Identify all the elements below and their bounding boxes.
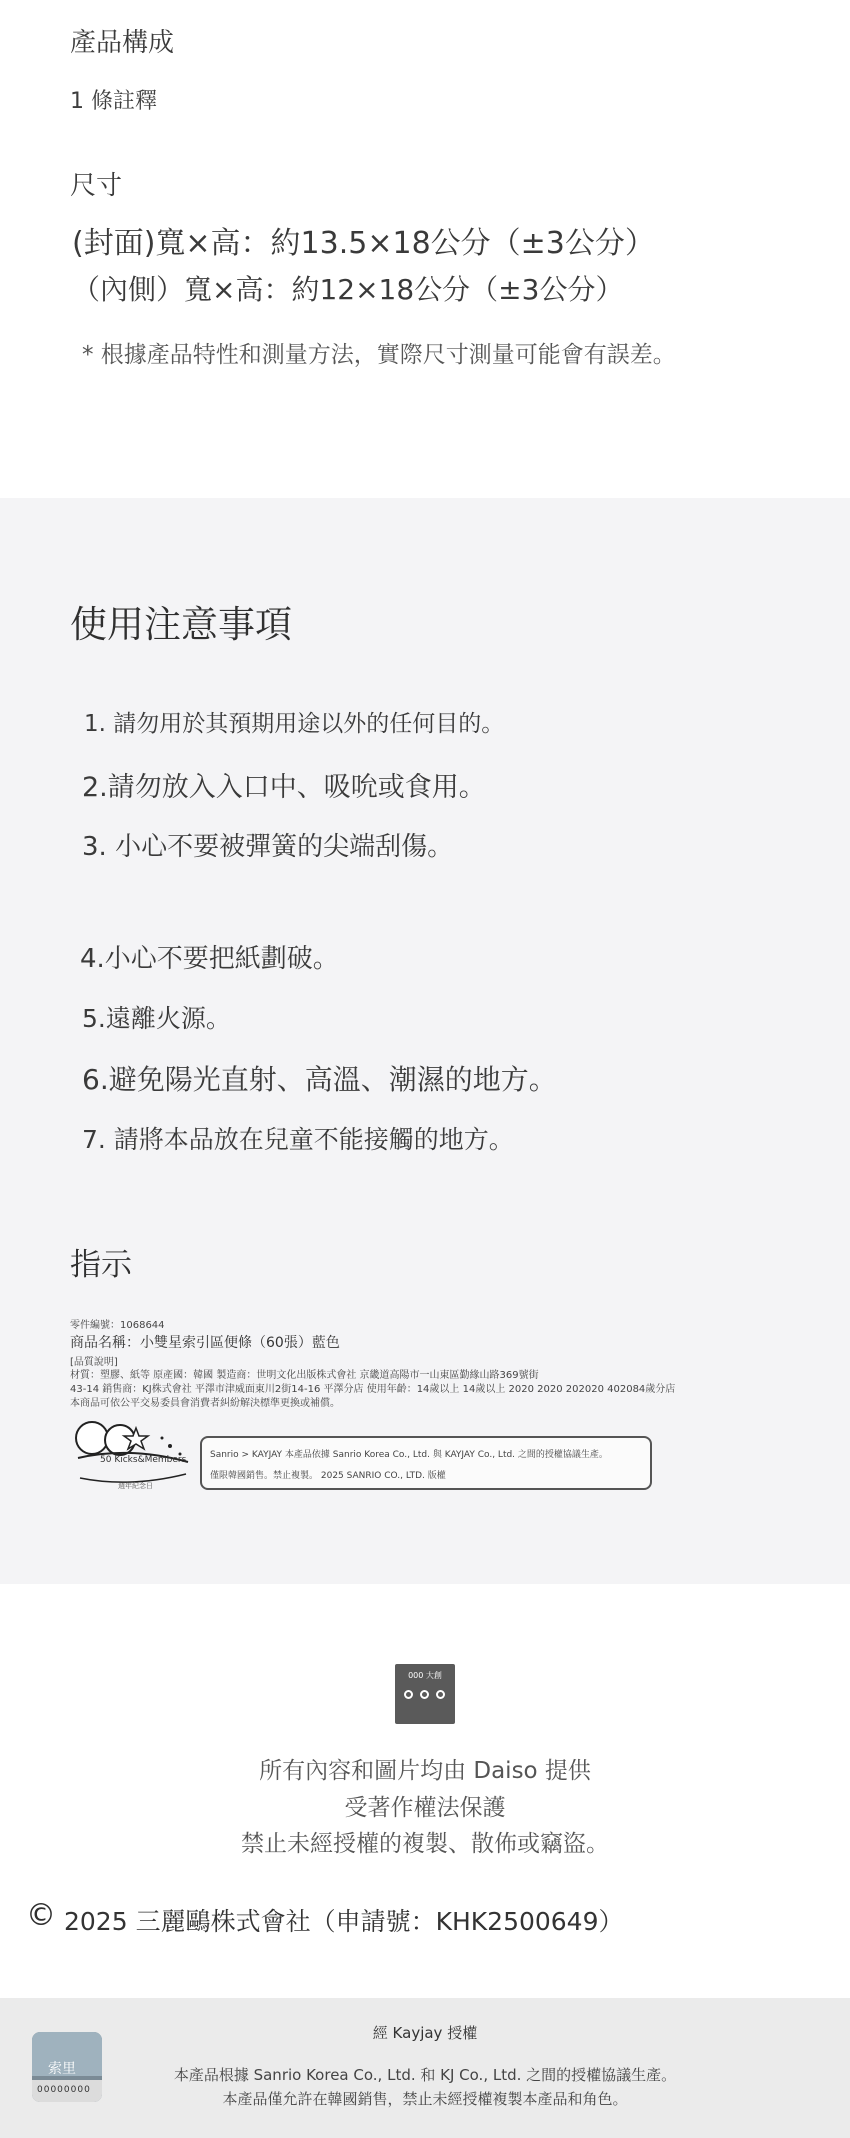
logo-subcaption: 週年紀念日 xyxy=(118,1482,153,1490)
material-line: 材質：塑膠、紙等 原產國：韓國 製造商：世明文化出版株式會社 京畿道高陽市一山東區勤緣山路369號街 xyxy=(70,1370,539,1381)
composition-title: 產品構成 xyxy=(70,28,175,58)
consumer-line: 本商品可依公平交易委員會消費者糾紛解決標準更換或補償。 xyxy=(70,1398,340,1409)
part-number: 零件編號：1068644 xyxy=(70,1320,165,1331)
caution-item-2: 2.請勿放入入口中、吸吮或食用。 xyxy=(82,772,486,803)
quality-label: [品質說明] xyxy=(70,1357,118,1368)
thumbnail-code: 00000000 xyxy=(37,2085,91,2095)
seller-line: 43-14 銷售商：KJ株式會社 平澤市津威面東川2街14-16 平澤分店 使用年齡：14歲以上 14歲以上 2020 2020 202020 402084歲分店 xyxy=(70,1384,676,1395)
badge-dot-icon xyxy=(420,1690,429,1699)
caution-item-4: 4.小心不要把紙劃破。 xyxy=(80,944,339,974)
size-inner: （內側）寬×高：約12×18公分（±3公分） xyxy=(72,273,624,306)
caution-item-3: 3. 小心不要被彈簧的尖端刮傷。 xyxy=(82,832,454,862)
caution-title: 使用注意事項 xyxy=(70,603,292,646)
daiso-badge xyxy=(395,1664,455,1724)
license-box xyxy=(200,1436,652,1490)
product-name: 商品名稱：小雙星索引區便條（60張）藍色 xyxy=(70,1335,340,1351)
badge-dot-icon xyxy=(436,1690,445,1699)
license-strip xyxy=(0,1998,850,2138)
size-title: 尺寸 xyxy=(70,171,123,201)
license-line-2: 僅限韓國銷售。禁止複製。 2025 SANRIO CO., LTD. 版權 xyxy=(210,1471,446,1481)
bottom-line-2: 本產品僅允許在韓國銷售，禁止未經授權複製本產品和角色。 xyxy=(222,2090,628,2108)
copyright-text: 2025 三麗鷗株式會社（申請號：KHK2500649） xyxy=(64,1907,624,1936)
thumbnail-label: 索里 xyxy=(48,2061,76,2077)
footer-line-3: 禁止未經授權的複製、散佈或竊盜。 xyxy=(241,1831,609,1857)
footer-section xyxy=(0,1584,850,1998)
size-cover: (封面)寬×高：約13.5×18公分（±3公分） xyxy=(72,226,655,261)
logo-caption: 50 Kicks&Members xyxy=(100,1455,187,1465)
copyright-symbol: © xyxy=(26,1898,56,1933)
daiso-badge-text: 000 大創 xyxy=(408,1671,442,1680)
product-spec-section xyxy=(0,0,850,498)
caution-item-7: 7. 請將本品放在兒童不能接觸的地方。 xyxy=(82,1125,514,1154)
footer-line-1: 所有內容和圖片均由 Daiso 提供 xyxy=(259,1758,591,1784)
license-line-1: Sanrio > KAYJAY 本產品依據 Sanrio Korea Co., Ltd. 與 KAYJAY Co., Ltd. 之間的授權協議生產。 xyxy=(210,1450,608,1460)
footer-line-2: 受著作權法保護 xyxy=(344,1795,506,1821)
licensed-by: 經 Kayjay 授權 xyxy=(372,2024,478,2042)
caution-item-6: 6.避免陽光直射、高溫、潮濕的地方。 xyxy=(82,1063,557,1096)
composition-value: 1 條註釋 xyxy=(70,89,157,114)
instructions-title: 指示 xyxy=(70,1247,132,1283)
size-note: * 根據產品特性和測量方法，實際尺寸測量可能會有誤差。 xyxy=(82,342,676,368)
caution-section xyxy=(0,498,850,1584)
caution-item-1: 1. 請勿用於其預期用途以外的任何目的。 xyxy=(84,711,505,737)
badge-dot-icon xyxy=(404,1690,413,1699)
bottom-line-1: 本產品根據 Sanrio Korea Co., Ltd. 和 KJ Co., Ltd. 之間的授權協議生產。 xyxy=(173,2066,677,2084)
caution-item-5: 5.遠離火源。 xyxy=(82,1004,231,1033)
